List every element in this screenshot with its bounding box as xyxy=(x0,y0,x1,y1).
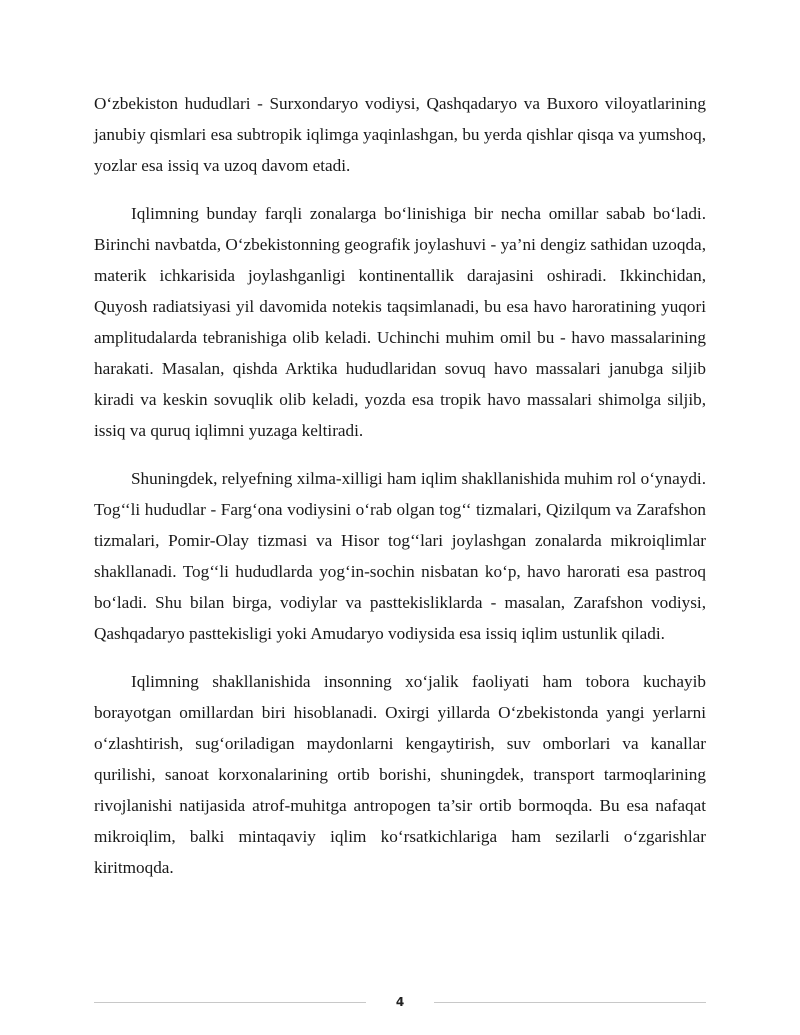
paragraph-human-activity: Iqlimning shakllanishida insonning xo‘jalik faoliyati ham tobora kuchayib borayotgan omillardan biri hisoblanadi. Oxirgi yillarda O‘zbekistonda yangi yerlarni o‘zlashtirish, sug‘oriladigan maydonlarni kengaytirish, suv omborlari va kanallar qurilishi, sanoat korxonalarining ortib borishi, shuningdek, transport tarmoqlarining rivojlanishi natijasida atrof-muhitga antropogen ta’sir ortib bormoqda. Bu esa nafaqat mikroiqlim, balki mintaqaviy iqlim ko‘rsatkichlariga ham sezilarli o‘zgarishlar kiritmoqda. xyxy=(94,672,706,877)
page-number: 4 xyxy=(395,995,405,1009)
page-footer xyxy=(94,992,706,1012)
footer-divider-right xyxy=(434,1002,706,1003)
page-body xyxy=(94,88,706,900)
paragraph-continuation: O‘zbekiston hududlari - Surxondaryo vodiysi, Qashqadaryo va Buxoro viloyatlarining janubiy qismlari esa subtropik iqlimga yaqinlashgan, bu yerda qishlar qisqa va yumshoq, yozlar esa issiq va uzoq davom etadi. xyxy=(94,94,706,175)
paragraph-climate-factors: Iqlimning bunday farqli zonalarga bo‘linishiga bir necha omillar sabab bo‘ladi. Birinchi navbatda, O‘zbekistonning geografik joylashuvi - ya’ni dengiz sathidan uzoqda, materik ichkarisida joylashganligi kontinentallik darajasini oshiradi. Ikkinchidan, Quyosh radiatsiyasi yil davomida notekis taqsimlanadi, bu esa havo haroratining yuqori amplitudalarda tebranishiga olib keladi. Uchinchi muhim omil bu - havo massalarining harakati. Masalan, qishda Arktika hududlaridan sovuq havo massalari janubga siljib kiradi va keskin sovuqlik olib keladi, yozda esa tropik havo massalari shimolga siljib, issiq va quruq iqlimni yuzaga keltiradi. xyxy=(94,204,706,440)
paragraph-relief: Shuningdek, relyefning xilma-xilligi ham iqlim shakllanishida muhim rol o‘ynaydi. Tog‘‘li hududlar - Farg‘ona vodiysini o‘rab olgan tog‘‘ tizmalari, Qizilqum va Zarafshon tizmalari, Pomir-Olay tizmasi va Hisor tog‘‘lari joylashgan zonalarda mikroiqlimlar shakllanadi. Tog‘‘li hududlarda yog‘in-sochin nisbatan ko‘p, havo harorati esa pastroq bo‘ladi. Shu bilan birga, vodiylar va pasttekisliklarda - masalan, Zarafshon vodiysi, Qashqadaryo pasttekisligi yoki Amudaryo vodiysida esa issiq iqlim ustunlik qiladi. xyxy=(94,469,706,643)
